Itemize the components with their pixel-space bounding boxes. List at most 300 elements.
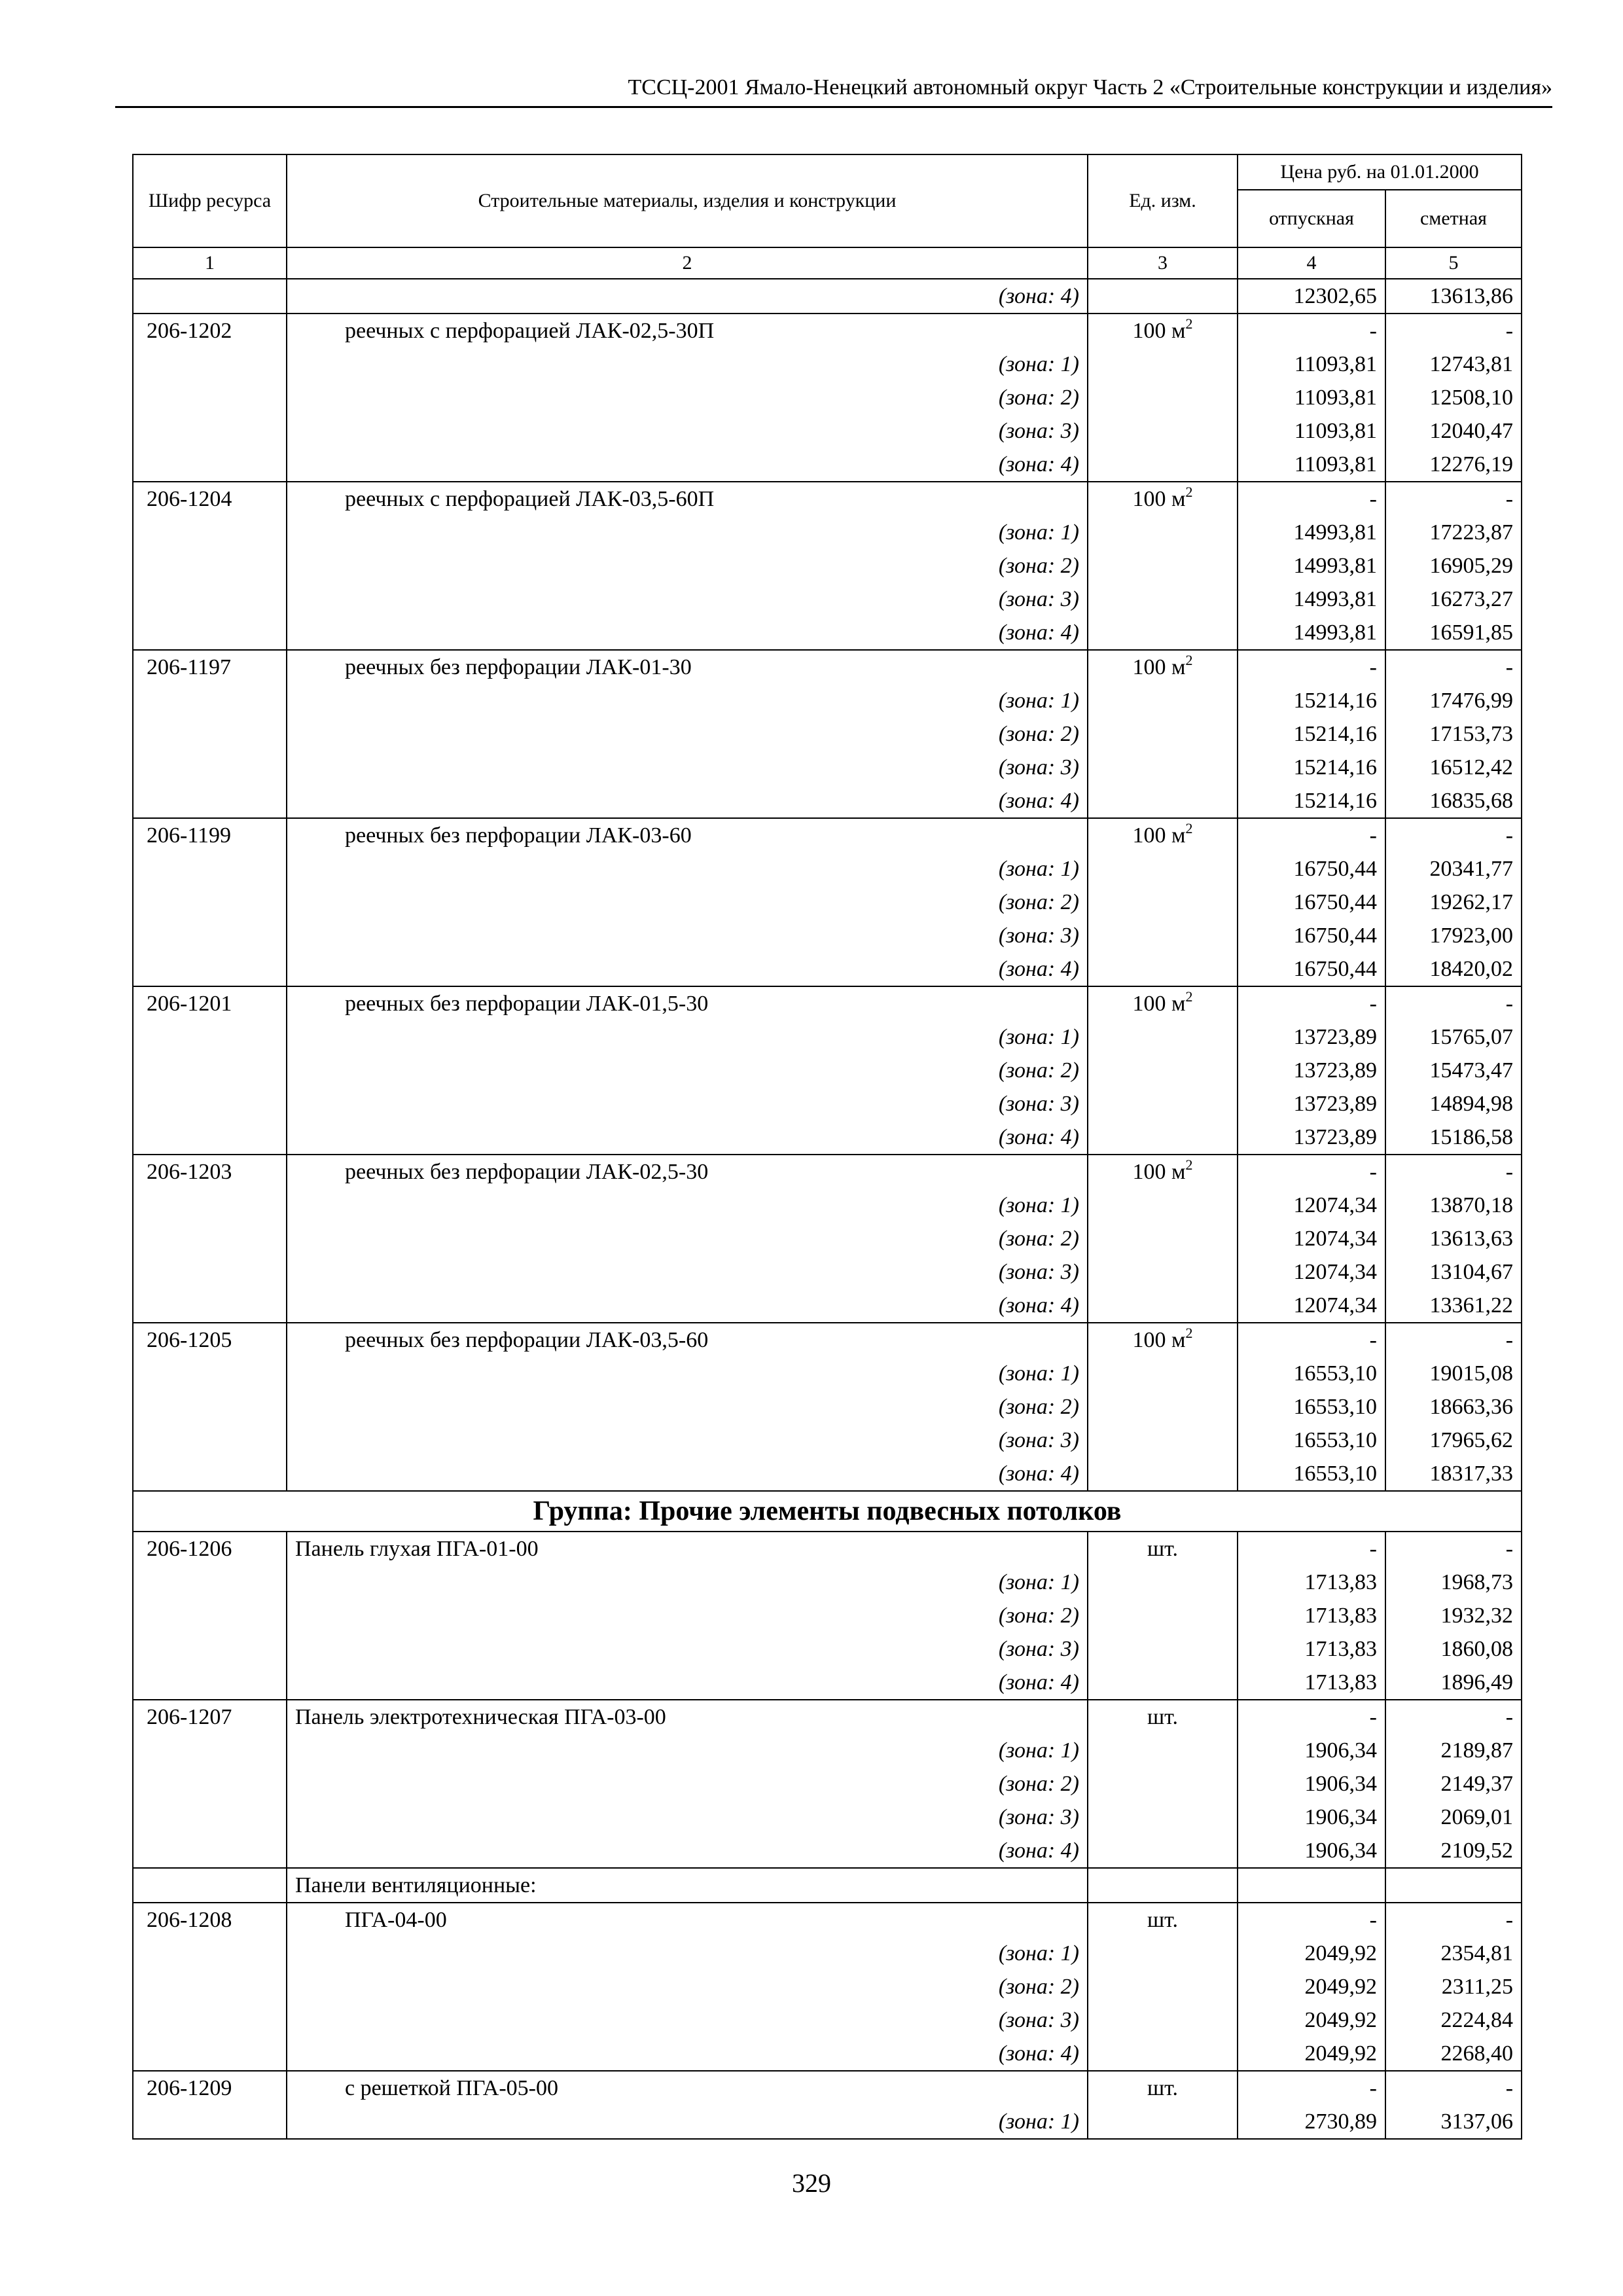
table-row [133,1357,1522,1390]
zone-label: (зона: 1) [287,1357,1088,1390]
table-row [133,414,1522,448]
table-row [133,1700,1522,1734]
unit-cell [1088,1189,1238,1222]
estimate-price: - [1385,1903,1522,1937]
table-row [133,1767,1522,1801]
unit-cell [1088,1868,1238,1903]
code-cell [133,1834,287,1868]
unit-cell [1088,1255,1238,1289]
release-price: 1713,83 [1238,1599,1385,1632]
price-table [132,154,1522,2140]
estimate-price: 17153,73 [1385,717,1522,751]
release-price: 13723,89 [1238,1087,1385,1121]
resource-code: 206-1201 [133,986,287,1020]
column-number: 5 [1385,247,1522,279]
resource-name: с решеткой ПГА-05-00 [287,2071,1088,2105]
table-row [133,717,1522,751]
unit-cell [1088,1457,1238,1491]
code-cell [133,919,287,952]
resource-name: реечных с перфорацией ЛАК-02,5-30П [287,314,1088,348]
code-cell [133,279,287,314]
table-row [133,381,1522,414]
table-row [133,784,1522,818]
estimate-price: 14894,98 [1385,1087,1522,1121]
column-numbers-row [133,247,1522,279]
release-price: 13723,89 [1238,1054,1385,1087]
estimate-price: 16591,85 [1385,616,1522,650]
code-cell [133,1801,287,1834]
table-row [133,1903,1522,1937]
unit-cell [1088,717,1238,751]
estimate-price: - [1385,482,1522,516]
unit-text: шт. [1147,1907,1178,1932]
release-price: - [1238,650,1385,684]
release-price: - [1238,2071,1385,2105]
unit-cell [1088,348,1238,381]
unit-cell [1088,1767,1238,1801]
zone-label: (зона: 4) [287,1457,1088,1491]
resource-code: 206-1197 [133,650,287,684]
page-number: 329 [792,2168,831,2198]
table-row [133,1599,1522,1632]
table-row [133,1834,1522,1868]
zone-label: (зона: 2) [287,1970,1088,2003]
zone-label: (зона: 4) [287,616,1088,650]
unit-cell [1088,1289,1238,1323]
unit-cell [1088,1734,1238,1767]
release-price: 16750,44 [1238,886,1385,919]
unit-cell [1088,1566,1238,1599]
zone-label: (зона: 2) [287,1767,1088,1801]
zone-label: (зона: 1) [287,1189,1088,1222]
estimate-price: - [1385,314,1522,348]
table-row [133,1566,1522,1599]
zone-label: (зона: 4) [287,2037,1088,2071]
subheading-row [133,1868,1522,1903]
estimate-price: 19262,17 [1385,886,1522,919]
unit-cell [1088,414,1238,448]
estimate-price [1385,1868,1522,1903]
unit-cell [1088,1632,1238,1666]
estimate-price: 2189,87 [1385,1734,1522,1767]
resource-name: реечных без перфорации ЛАК-03-60 [287,818,1088,852]
table-row [133,751,1522,784]
table-row [133,516,1522,549]
code-cell [133,1390,287,1424]
release-price: 15214,16 [1238,784,1385,818]
zone-label: (зона: 3) [287,919,1088,952]
table-row [133,549,1522,583]
unit-cell [1088,684,1238,717]
zone-label: (зона: 4) [287,784,1088,818]
unit-cell [1088,1020,1238,1054]
code-cell [133,583,287,616]
unit-cell [1088,886,1238,919]
release-price: 14993,81 [1238,549,1385,583]
zone-label: (зона: 2) [287,1599,1088,1632]
unit-cell [1088,583,1238,616]
estimate-price: 17223,87 [1385,516,1522,549]
table-row [133,1666,1522,1700]
estimate-price: 2311,25 [1385,1970,1522,2003]
code-cell [133,1255,287,1289]
table-row [133,482,1522,516]
zone-label: (зона: 4) [287,1121,1088,1155]
group-title: Группа: Прочие элементы подвесных потолков [133,1491,1522,1532]
unit-cell [1088,1222,1238,1255]
zone-label: (зона: 1) [287,1937,1088,1970]
zone-label: (зона: 1) [287,684,1088,717]
resource-code: 206-1204 [133,482,287,516]
release-price: 16750,44 [1238,952,1385,986]
release-price: 15214,16 [1238,684,1385,717]
code-cell [133,1189,287,1222]
code-cell [133,717,287,751]
code-cell [133,448,287,482]
table-row [133,1457,1522,1491]
column-number: 3 [1088,247,1238,279]
unit-cell [1088,1834,1238,1868]
price-table-container [132,154,1521,2140]
estimate-price: - [1385,2071,1522,2105]
code-cell [133,616,287,650]
unit-cell [1088,516,1238,549]
unit-cell [1088,1700,1238,1734]
unit-cell [1088,381,1238,414]
subheading: Панели вентиляционные: [287,1868,1088,1903]
unit-cell [1088,818,1238,852]
code-cell [133,1566,287,1599]
unit-exponent: 2 [1185,1324,1193,1341]
zone-label: (зона: 2) [287,717,1088,751]
unit-exponent: 2 [1185,819,1193,836]
code-cell [133,1599,287,1632]
release-price: - [1238,314,1385,348]
table-row [133,684,1522,717]
table-row [133,2105,1522,2139]
code-cell [133,886,287,919]
unit-cell [1088,1357,1238,1390]
code-cell [133,852,287,886]
table-row [133,986,1522,1020]
estimate-price: 13361,22 [1385,1289,1522,1323]
zone-label: (зона: 2) [287,1390,1088,1424]
resource-code: 206-1203 [133,1155,287,1189]
table-row [133,448,1522,482]
zone-label: (зона: 4) [287,279,1088,314]
unit-text: шт. [1147,2075,1178,2100]
code-cell [133,2003,287,2037]
resource-name: Панель глухая ПГА-01-00 [287,1532,1088,1566]
table-row [133,1189,1522,1222]
table-row [133,886,1522,919]
unit-cell [1088,616,1238,650]
zone-label: (зона: 3) [287,1801,1088,1834]
zone-label: (зона: 2) [287,1054,1088,1087]
unit-cell [1088,1903,1238,1937]
unit-text: 100 м [1132,823,1186,848]
release-price: 16553,10 [1238,1390,1385,1424]
zone-label: (зона: 1) [287,348,1088,381]
release-price: - [1238,1532,1385,1566]
estimate-price: 16905,29 [1385,549,1522,583]
release-price: - [1238,1903,1385,1937]
table-row [133,279,1522,314]
header-unit: Ед. изм. [1088,154,1238,247]
release-price: 13723,89 [1238,1121,1385,1155]
zone-label: (зона: 2) [287,549,1088,583]
release-price: 11093,81 [1238,448,1385,482]
code-cell [133,1222,287,1255]
estimate-price: 17476,99 [1385,684,1522,717]
estimate-price: 2224,84 [1385,2003,1522,2037]
table-body [133,247,1522,2139]
unit-cell [1088,1121,1238,1155]
header-release-price: отпускная [1238,190,1385,247]
code-cell [133,1970,287,2003]
code-cell [133,1357,287,1390]
table-row [133,2071,1522,2105]
release-price: - [1238,986,1385,1020]
estimate-price: 2354,81 [1385,1937,1522,1970]
code-cell [133,1632,287,1666]
table-row [133,1054,1522,1087]
unit-cell [1088,751,1238,784]
unit-cell [1088,952,1238,986]
resource-code: 206-1208 [133,1903,287,1937]
unit-cell [1088,1937,1238,1970]
unit-cell [1088,482,1238,516]
release-price: 15214,16 [1238,717,1385,751]
code-cell [133,381,287,414]
unit-exponent: 2 [1185,988,1193,1005]
zone-label: (зона: 4) [287,952,1088,986]
zone-label: (зона: 3) [287,1255,1088,1289]
table-row [133,616,1522,650]
table-row [133,1532,1522,1566]
table-row [133,1937,1522,1970]
release-price: 16553,10 [1238,1457,1385,1491]
estimate-price: 16835,68 [1385,784,1522,818]
estimate-price: - [1385,650,1522,684]
column-number: 1 [133,247,287,279]
estimate-price: 19015,08 [1385,1357,1522,1390]
zone-label: (зона: 4) [287,1834,1088,1868]
code-cell [133,414,287,448]
code-cell [133,952,287,986]
release-price: 16553,10 [1238,1357,1385,1390]
release-price: 1906,34 [1238,1767,1385,1801]
release-price: 2730,89 [1238,2105,1385,2139]
estimate-price: 1896,49 [1385,1666,1522,1700]
zone-label: (зона: 3) [287,1632,1088,1666]
estimate-price: 2268,40 [1385,2037,1522,2071]
table-row [133,650,1522,684]
estimate-price: 15473,47 [1385,1054,1522,1087]
table-row [133,1632,1522,1666]
release-price: 12302,65 [1238,279,1385,314]
release-price: 2049,92 [1238,1970,1385,2003]
estimate-price: 18663,36 [1385,1390,1522,1424]
unit-cell [1088,314,1238,348]
resource-name: реечных с перфорацией ЛАК-03,5-60П [287,482,1088,516]
table-row [133,348,1522,381]
table-row [133,1424,1522,1457]
estimate-price: - [1385,1155,1522,1189]
release-price: - [1238,482,1385,516]
estimate-price: 13104,67 [1385,1255,1522,1289]
unit-text: шт. [1147,1704,1178,1729]
zone-label: (зона: 3) [287,1424,1088,1457]
table-row [133,1970,1522,2003]
table-row [133,1801,1522,1834]
unit-cell [1088,2105,1238,2139]
release-price: 11093,81 [1238,348,1385,381]
release-price: 12074,34 [1238,1189,1385,1222]
estimate-price: - [1385,818,1522,852]
table-row [133,852,1522,886]
estimate-price: 1932,32 [1385,1599,1522,1632]
release-price: 12074,34 [1238,1222,1385,1255]
estimate-price: 13613,63 [1385,1222,1522,1255]
code-cell [133,1289,287,1323]
zone-label: (зона: 1) [287,1020,1088,1054]
estimate-price: 15765,07 [1385,1020,1522,1054]
release-price: 14993,81 [1238,583,1385,616]
release-price: 1713,83 [1238,1632,1385,1666]
table-row [133,818,1522,852]
code-cell [133,348,287,381]
estimate-price: 2149,37 [1385,1767,1522,1801]
code-cell [133,2037,287,2071]
release-price: 1906,34 [1238,1801,1385,1834]
release-price: 2049,92 [1238,2003,1385,2037]
unit-cell [1088,279,1238,314]
estimate-price: - [1385,1700,1522,1734]
unit-cell [1088,1054,1238,1087]
unit-text: 100 м [1132,486,1186,511]
release-price: 12074,34 [1238,1289,1385,1323]
code-cell [133,1734,287,1767]
zone-label: (зона: 1) [287,852,1088,886]
code-cell [133,751,287,784]
column-number: 2 [287,247,1088,279]
resource-name: реечных без перфорации ЛАК-01,5-30 [287,986,1088,1020]
unit-cell [1088,1155,1238,1189]
code-cell [133,1424,287,1457]
table-row [133,1121,1522,1155]
estimate-price: 2069,01 [1385,1801,1522,1834]
zone-label: (зона: 4) [287,1289,1088,1323]
code-cell [133,1666,287,1700]
release-price: - [1238,1700,1385,1734]
unit-cell [1088,448,1238,482]
table-row [133,314,1522,348]
unit-text: 100 м [1132,1327,1186,1352]
table-row [133,1222,1522,1255]
release-price: 1713,83 [1238,1566,1385,1599]
release-price: 1713,83 [1238,1666,1385,1700]
unit-cell [1088,1323,1238,1357]
estimate-price: 12276,19 [1385,448,1522,482]
unit-cell [1088,919,1238,952]
release-price: 14993,81 [1238,516,1385,549]
estimate-price: 17965,62 [1385,1424,1522,1457]
table-row [133,952,1522,986]
release-price: - [1238,1155,1385,1189]
table-row [133,2037,1522,2071]
code-cell [133,1087,287,1121]
header-estimate-price: сметная [1385,190,1522,247]
code-cell [133,784,287,818]
zone-label: (зона: 1) [287,516,1088,549]
table-row [133,1020,1522,1054]
zone-label: (зона: 3) [287,2003,1088,2037]
estimate-price: 16273,27 [1385,583,1522,616]
code-cell [133,684,287,717]
zone-label: (зона: 4) [287,448,1088,482]
release-price: 16750,44 [1238,919,1385,952]
release-price: 11093,81 [1238,381,1385,414]
zone-label: (зона: 2) [287,1222,1088,1255]
release-price [1238,1868,1385,1903]
release-price: 14993,81 [1238,616,1385,650]
table-row [133,1289,1522,1323]
estimate-price: 3137,06 [1385,2105,1522,2139]
table-row [133,1255,1522,1289]
release-price: 12074,34 [1238,1255,1385,1289]
code-cell [133,549,287,583]
release-price: 15214,16 [1238,751,1385,784]
unit-text: 100 м [1132,318,1186,343]
release-price: 2049,92 [1238,1937,1385,1970]
unit-exponent: 2 [1185,315,1193,332]
zone-label: (зона: 1) [287,2105,1088,2139]
header-price-group: Цена руб. на 01.01.2000 [1238,154,1522,190]
estimate-price: 16512,42 [1385,751,1522,784]
estimate-price: - [1385,1532,1522,1566]
zone-label: (зона: 1) [287,1566,1088,1599]
release-price: 1906,34 [1238,1834,1385,1868]
release-price: - [1238,818,1385,852]
unit-text: 100 м [1132,1159,1186,1184]
resource-code: 206-1205 [133,1323,287,1357]
release-price: 16553,10 [1238,1424,1385,1457]
code-cell [133,516,287,549]
code-cell [133,1767,287,1801]
release-price: 11093,81 [1238,414,1385,448]
header-name: Строительные материалы, изделия и конструкции [287,154,1088,247]
resource-name: реечных без перфорации ЛАК-03,5-60 [287,1323,1088,1357]
code-cell [133,1054,287,1087]
unit-cell [1088,1424,1238,1457]
estimate-price: 12743,81 [1385,348,1522,381]
unit-cell [1088,2071,1238,2105]
code-cell [133,1121,287,1155]
code-cell [133,2105,287,2139]
estimate-price: 20341,77 [1385,852,1522,886]
resource-name: реечных без перфорации ЛАК-01-30 [287,650,1088,684]
resource-name: ПГА-04-00 [287,1903,1088,1937]
zone-label: (зона: 1) [287,1734,1088,1767]
table-row [133,1323,1522,1357]
table-row [133,1155,1522,1189]
unit-cell [1088,1970,1238,2003]
estimate-price: 13870,18 [1385,1189,1522,1222]
group-heading-row [133,1491,1522,1532]
zone-label: (зона: 3) [287,751,1088,784]
code-cell [133,1457,287,1491]
